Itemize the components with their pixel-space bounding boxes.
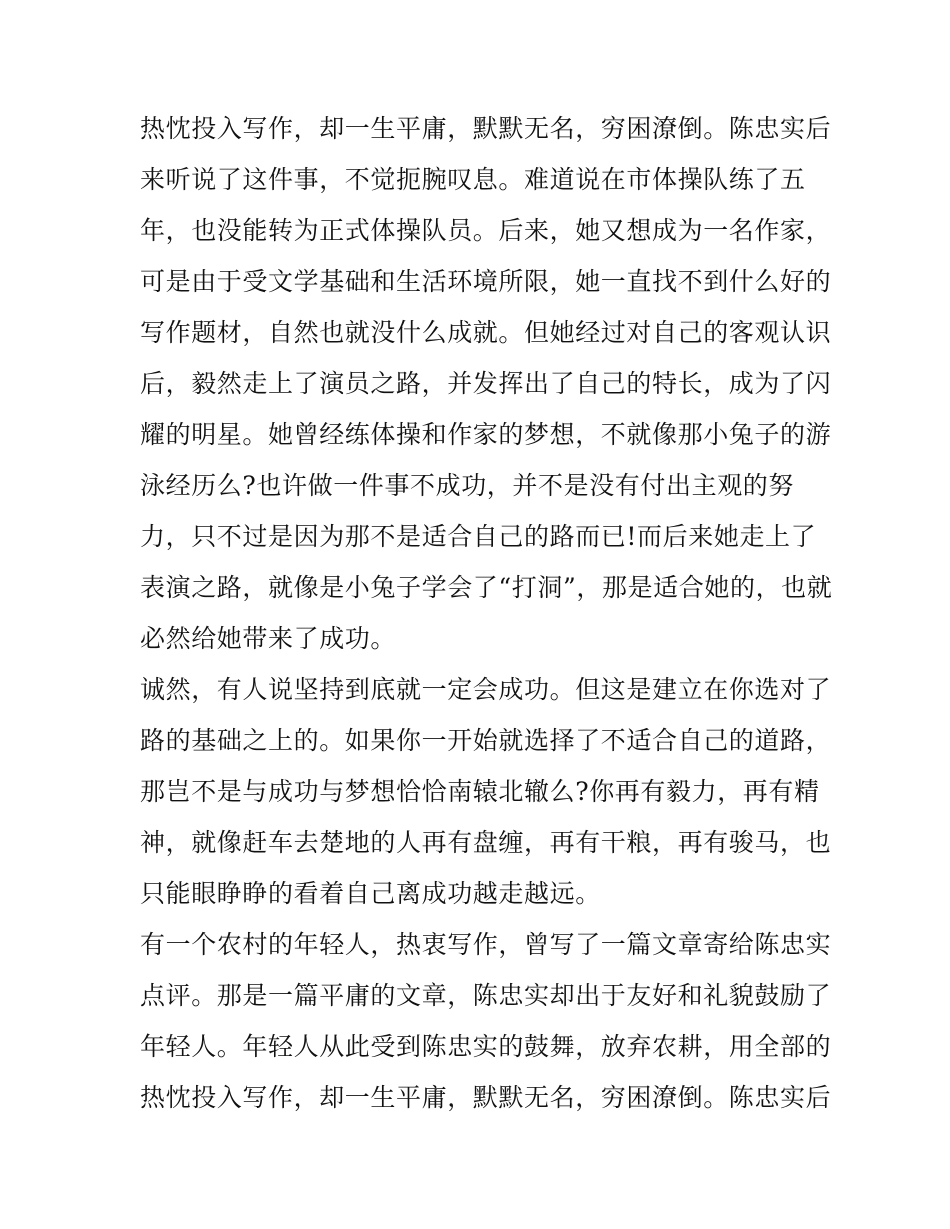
text-line: 热忱投入写作，却一生平庸，默默无名，穷困潦倒。陈忠实后 (140, 1083, 832, 1112)
text-line: 年，也没能转为正式体操队员。后来，她又想成为一名作家， (140, 216, 832, 245)
text-line: 年轻人。年轻人从此受到陈忠实的鼓舞，放弃农耕，用全部的 (140, 1032, 832, 1061)
text-line: 诚然，有人说坚持到底就一定会成功。但这是建立在你选对了 (140, 675, 832, 704)
text-line: 表演之路，就像是小兔子学会了“打洞”，那是适合她的，也就 (140, 573, 833, 602)
text-line: 点评。那是一篇平庸的文章，陈忠实却出于友好和礼貌鼓励了 (140, 981, 832, 1010)
text-line: 那岂不是与成功与梦想恰恰南辕北辙么?你再有毅力，再有精 (140, 777, 820, 806)
text-line: 后，毅然走上了演员之路，并发挥出了自己的特长，成为了闪 (140, 369, 832, 398)
text-line: 有一个农村的年轻人，热衷写作，曾写了一篇文章寄给陈忠实 (140, 930, 832, 959)
text-line: 必然给她带来了成功。 (140, 624, 397, 653)
text-line: 写作题材，自然也就没什么成就。但她经过对自己的客观认识 (140, 318, 832, 347)
text-line: 路的基础之上的。如果你一开始就选择了不适合自己的道路， (140, 726, 832, 755)
text-line: 耀的明星。她曾经练体操和作家的梦想，不就像那小兔子的游 (140, 420, 832, 449)
text-line: 力，只不过是因为那不是适合自己的路而已!而后来她走上了 (140, 522, 817, 551)
text-line: 可是由于受文学基础和生活环境所限，她一直找不到什么好的 (140, 267, 832, 296)
text-line: 只能眼睁睁的看着自己离成功越走越远。 (140, 879, 601, 908)
text-line: 泳经历么?也许做一件事不成功，并不是没有付出主观的努 (140, 471, 795, 500)
text-line: 来听说了这件事，不觉扼腕叹息。难道说在市体操队练了五 (140, 165, 806, 194)
text-line: 神，就像赶车去楚地的人再有盘缠，再有干粮，再有骏马，也 (140, 828, 832, 857)
text-line: 热忱投入写作，却一生平庸，默默无名，穷困潦倒。陈忠实后 (140, 114, 832, 143)
